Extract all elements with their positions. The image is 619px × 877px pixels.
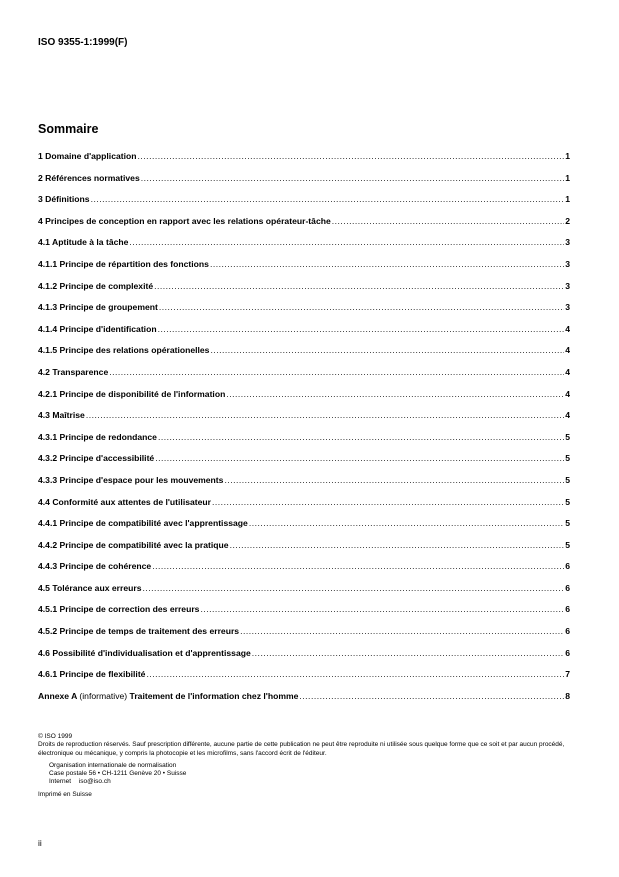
toc-dot-leader xyxy=(332,214,564,228)
postal-address: Case postale 56 • CH-1211 Genève 20 • Suisse xyxy=(49,770,187,778)
toc-entry-label: 4.6.1 Principe de flexibilité xyxy=(38,669,146,680)
toc-entry-label: 4.1.1 Principe de répartition des fonctions xyxy=(38,258,209,269)
toc-dot-leader xyxy=(299,689,564,703)
toc-dot-leader xyxy=(200,602,564,616)
toc-entry-page: 5 xyxy=(565,518,570,529)
toc-entry[interactable] xyxy=(38,214,570,236)
toc-dot-leader xyxy=(224,473,564,487)
toc-entry-label: 4 Principes de conception en rapport avec les relations opérateur-tâche xyxy=(38,215,331,226)
toc-dot-leader xyxy=(249,516,564,530)
toc-entry[interactable] xyxy=(38,559,570,581)
toc-dot-leader xyxy=(141,171,564,185)
toc-entry-page: 2 xyxy=(565,215,570,226)
toc-entry[interactable] xyxy=(38,581,570,603)
toc-dot-leader xyxy=(212,495,564,509)
toc-dot-leader xyxy=(138,149,565,163)
internet-label: Internet xyxy=(49,778,72,786)
toc-entry[interactable] xyxy=(38,516,570,538)
toc-entry[interactable] xyxy=(38,538,570,560)
toc-dot-leader xyxy=(158,322,565,336)
toc-entry-label: 4.6 Possibilité d'individualisation et d'apprentissage xyxy=(38,647,251,658)
toc-entry-label: 1 Domaine d'application xyxy=(38,151,137,161)
toc-entry[interactable] xyxy=(38,602,570,624)
toc-dot-leader xyxy=(91,192,565,206)
toc-entry-page: 6 xyxy=(565,561,570,572)
toc-entry-page: 5 xyxy=(565,431,570,442)
toc-entry-page: 6 xyxy=(565,626,570,637)
toc-entry[interactable] xyxy=(38,495,570,517)
toc-entry-label: 4.4 Conformité aux attentes de l'utilisateur xyxy=(38,496,212,507)
toc-entry[interactable] xyxy=(38,451,570,473)
annex-prefix: Annexe A xyxy=(38,690,77,701)
toc-entry-page: 6 xyxy=(565,582,570,593)
toc-entry-label: 4.3.2 Principe d'accessibilité xyxy=(38,453,155,464)
toc-entry[interactable] xyxy=(38,473,570,495)
printed-in: Imprimé en Suisse xyxy=(38,790,92,798)
toc-entry-page: 3 xyxy=(565,302,570,313)
toc-entry[interactable] xyxy=(38,624,570,646)
toc-entry-page: 5 xyxy=(565,496,570,507)
toc-entry[interactable] xyxy=(38,322,570,344)
toc-entry-label: 4.5.2 Principe de temps de traitement des erreurs xyxy=(38,626,240,637)
toc-dot-leader xyxy=(240,624,564,638)
toc-entry-label: 4.1 Aptitude à la tâche xyxy=(38,237,129,248)
toc-entry-label: 4.3.1 Principe de redondance xyxy=(38,431,157,442)
toc-entry[interactable] xyxy=(38,667,570,689)
toc-dot-leader xyxy=(252,646,564,660)
toc-entry[interactable] xyxy=(38,171,570,193)
toc-entry-page: 4 xyxy=(565,410,570,421)
toc-entry-page: 1 xyxy=(565,194,570,205)
toc-dot-leader xyxy=(210,257,564,271)
toc-dot-leader xyxy=(146,667,564,681)
toc-entry-label: 4.3 Maîtrise xyxy=(38,410,85,421)
toc-entry-page: 5 xyxy=(565,453,570,464)
toc-entry[interactable] xyxy=(38,343,570,365)
toc-entry-label: 4.5 Tolérance aux erreurs xyxy=(38,582,142,593)
toc-entry-label: 4.4.1 Principe de compatibilité avec l'apprentissage xyxy=(38,518,248,529)
toc-entry[interactable] xyxy=(38,365,570,387)
toc-entry[interactable] xyxy=(38,235,570,257)
toc-dot-leader xyxy=(210,343,564,357)
internet-email: iso@iso.ch xyxy=(78,778,111,786)
toc-entry-page: 3 xyxy=(565,258,570,269)
document-code: ISO 9355-1:1999(F) xyxy=(38,37,128,48)
page-title: Sommaire xyxy=(38,122,99,136)
page-number: ii xyxy=(38,838,42,848)
annex-type: (informative) xyxy=(79,690,128,701)
toc-entry[interactable] xyxy=(38,192,570,214)
toc-entry-page: 5 xyxy=(565,539,570,550)
toc-annex-label xyxy=(38,689,298,703)
toc-entry-label: 4.2.1 Principe de disponibilité de l'information xyxy=(38,388,226,399)
toc-dot-leader xyxy=(86,408,564,422)
toc-entry[interactable] xyxy=(38,408,570,430)
toc-entry-label: 4.1.2 Principe de complexité xyxy=(38,280,154,291)
toc-entry-page: 3 xyxy=(565,280,570,291)
copyright-line: © ISO 1999 xyxy=(38,733,73,740)
toc-entry-label: 4.5.1 Principe de correction des erreurs xyxy=(38,604,200,615)
toc-dot-leader xyxy=(154,279,564,293)
toc-entry[interactable] xyxy=(38,387,570,409)
rights-statement: Droits de reproduction réservés. Sauf prescription différente, aucune partie de cette publication ne peut être reproduite ni utilisée sous quelque forme que ce soit et par aucun procédé, électronique ou mécanique, y compris la photocopie et les microfilms, sans l'accord écrit de l'éditeur. xyxy=(38,741,565,757)
toc-entry-page: 3 xyxy=(565,237,570,248)
toc-dot-leader xyxy=(152,559,564,573)
toc-entry-label: 3 Définitions xyxy=(38,194,90,205)
toc-entry[interactable] xyxy=(38,300,570,322)
toc-entry-page: 4 xyxy=(565,345,570,356)
toc-entry-label: 4.4.2 Principe de compatibilité avec la pratique xyxy=(38,539,229,550)
table-of-contents xyxy=(38,149,570,710)
toc-dot-leader xyxy=(129,235,564,249)
toc-entry-page: 1 xyxy=(565,151,570,161)
toc-entry-page: 1 xyxy=(565,172,570,183)
toc-dot-leader xyxy=(226,387,564,401)
toc-entry-label: 4.1.4 Principe d'identification xyxy=(38,323,157,334)
toc-entry-label: 4.2 Transparence xyxy=(38,366,109,377)
toc-dot-leader xyxy=(158,430,564,444)
toc-entry-page: 7 xyxy=(565,669,570,680)
toc-entry-annex[interactable] xyxy=(38,689,570,711)
toc-entry-page: 6 xyxy=(565,604,570,615)
toc-dot-leader xyxy=(109,365,564,379)
toc-entry-label: 2 Références normatives xyxy=(38,172,140,183)
organisation-name: Organisation internationale de normalisation xyxy=(49,761,177,769)
toc-entry-label: 4.4.3 Principe de cohérence xyxy=(38,561,152,572)
toc-entry-label: 4.1.5 Principe des relations opérationelles xyxy=(38,345,210,356)
toc-entry[interactable] xyxy=(38,646,570,668)
toc-dot-leader xyxy=(155,451,564,465)
toc-entry-page: 4 xyxy=(565,323,570,334)
toc-entry-page: 6 xyxy=(565,647,570,658)
toc-entry[interactable] xyxy=(38,149,570,171)
toc-dot-leader xyxy=(143,581,565,595)
toc-entry-label: 4.1.3 Principe de groupement xyxy=(38,302,158,313)
toc-entry-label: 4.3.3 Principe d'espace pour les mouvements xyxy=(38,474,224,485)
toc-entry[interactable] xyxy=(38,279,570,301)
toc-entry-page: 4 xyxy=(565,366,570,377)
toc-entry[interactable] xyxy=(38,257,570,279)
annex-title: Traitement de l'information chez l'homme xyxy=(129,690,299,701)
toc-entry-page: 4 xyxy=(565,388,570,399)
toc-dot-leader xyxy=(159,300,564,314)
toc-entry[interactable] xyxy=(38,430,570,452)
toc-entry-page: 8 xyxy=(565,690,570,701)
toc-dot-leader xyxy=(230,538,565,552)
internet-line xyxy=(38,778,578,786)
copyright-notice xyxy=(38,733,578,799)
toc-entry-page: 5 xyxy=(565,474,570,485)
